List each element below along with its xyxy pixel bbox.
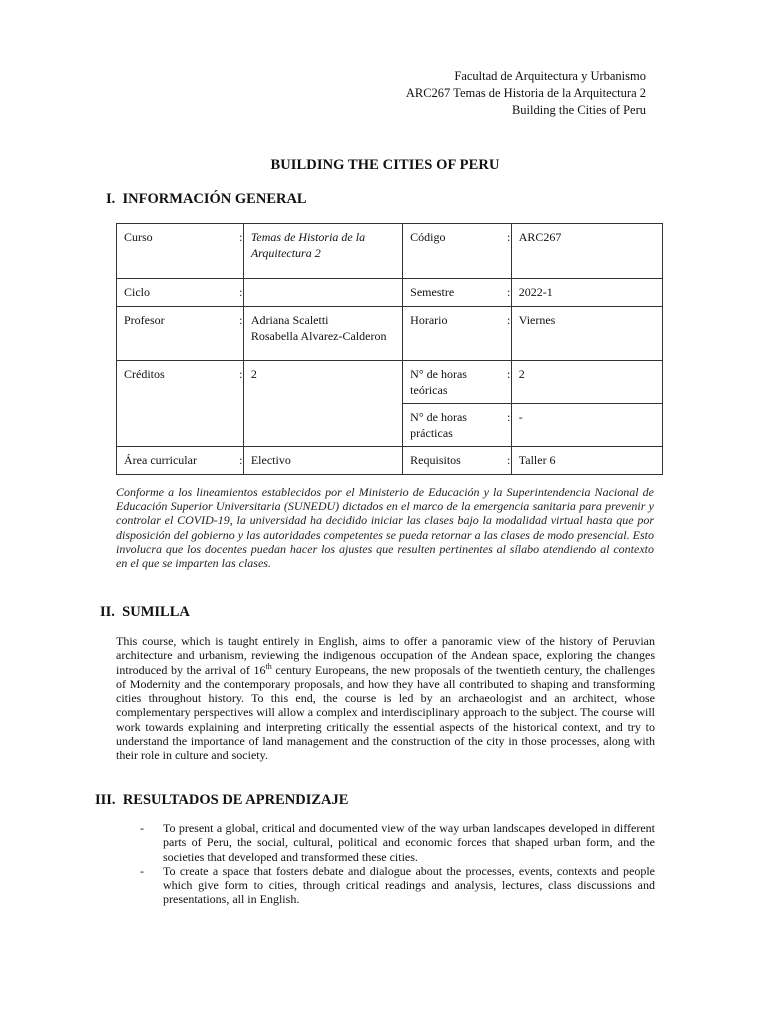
colon: : <box>239 447 244 475</box>
value-semestre: 2022-1 <box>511 279 662 307</box>
colon: : <box>507 224 512 279</box>
label-ciclo: Ciclo <box>117 279 239 307</box>
colon: : <box>239 279 244 307</box>
section-3-number: III. <box>95 792 116 808</box>
value-codigo: ARC267 <box>511 224 662 279</box>
label-horas-teoricas: N° de horas teóricas <box>403 361 507 404</box>
list-item <box>116 864 655 907</box>
label-curso: Curso <box>117 224 239 279</box>
header-course: ARC267 Temas de Historia de la Arquitectura 2 <box>405 86 646 100</box>
value-creditos: 2 <box>243 361 402 447</box>
label-area-curricular: Área curricular <box>117 447 239 475</box>
section-1-heading <box>106 191 307 208</box>
bullet-dash: - <box>140 863 144 878</box>
value-profesor <box>243 307 402 361</box>
section-3-title: RESULTADOS DE APRENDIZAJE <box>122 792 349 808</box>
colon: : <box>507 447 512 475</box>
value-horas-practicas: - <box>511 404 662 447</box>
label-semestre: Semestre <box>403 279 507 307</box>
value-horario: Viernes <box>511 307 662 361</box>
table-row <box>117 307 663 361</box>
section-1-title: INFORMACIÓN GENERAL <box>122 191 307 207</box>
table-row <box>117 361 663 404</box>
colon: : <box>507 361 512 404</box>
table-row <box>117 447 663 475</box>
value-ciclo <box>243 279 402 307</box>
list-item <box>116 821 655 864</box>
section-2-heading <box>100 604 190 621</box>
outcome-text: To present a global, critical and documented view of the way urban landscapes developed in different parts of Peru, the social, cultural, political and economic forces that shaped urban form, and the societies that developed and transformed these cities. <box>163 821 655 864</box>
sumilla-text-a: This course, which is taught entirely in English, aims to offer a panoramic view of the history of Peruvian architecture and urbanism, reviewing the indigenous occupation of the Andean space, exploring the changes introduced by the arrival of 16 <box>116 634 655 677</box>
value-horas-teoricas: 2 <box>511 361 662 404</box>
header-course-title: Building the Cities of Peru <box>511 103 646 117</box>
learning-outcomes-list <box>116 821 655 907</box>
colon: : <box>507 307 512 361</box>
professor-2: Rosabella Alvarez-Calderon <box>250 328 387 343</box>
label-profesor: Profesor <box>117 307 239 361</box>
bullet-dash: - <box>140 821 144 835</box>
document-title: BUILDING THE CITIES OF PERU <box>270 157 500 173</box>
label-horario: Horario <box>403 307 507 361</box>
label-requisitos: Requisitos <box>403 447 507 475</box>
label-horas-practicas: N° de horas prácticas <box>403 404 507 447</box>
section-2-title: SUMILLA <box>122 604 190 620</box>
sumilla-superscript: th <box>265 661 272 671</box>
sumilla-paragraph <box>116 634 655 763</box>
value-requisitos: Taller 6 <box>511 447 662 475</box>
section-1-number: I. <box>106 191 116 207</box>
professor-1: Adriana Scaletti <box>250 313 329 327</box>
value-area-curricular: Electivo <box>243 447 402 475</box>
colon: : <box>239 361 244 447</box>
colon: : <box>507 279 512 307</box>
value-curso: Temas de Historia de la Arquitectura 2 <box>243 224 402 279</box>
outcome-text: To create a space that fosters debate and dialogue about the processes, events, contexts and people which give form to cities, through critical readings and analysis, lectures, class discussions and presentations, all in English. <box>163 863 655 907</box>
header-faculty: Facultad de Arquitectura y Urbanismo <box>454 69 646 83</box>
colon: : <box>239 224 244 279</box>
section-2-number: II. <box>100 604 115 620</box>
colon: : <box>507 404 512 447</box>
covid-notice: Conforme a los lineamientos establecidos por el Ministerio de Educación y la Superintendencia Nacional de Educación Superior Universitaria (SUNEDU) dictados en el marco de la emergencia sanitaria para prevenir y controlar el COVID-19, la universidad ha decidido iniciar las clases bajo la modalidad virtual hasta que por disposición del gobierno y las autoridades competentes se pueda retornar a las clases de modo presencial. Esto involucra que los docentes puedan hacer los ajustes que resulten pertinentes al sílabo atendiendo al contexto en el que se imparten las clases. <box>116 485 654 571</box>
sumilla-text-b: century Europeans, the new proposals of the twentieth century, the challenges of Modernity and the contemporary proposals, and how they have all contributed to shaping and transforming cities throughout history. To this end, the course is led by an archaeologist and an architect, whose complementary perspectives will allow a complex and interdisciplinary approach to the subject. The course will work towards explaining and interpreting critically the essential aspects of the historical context, and try to understand the importance of land management and the construction of the city in those processes, along with their role in culture and society. <box>116 662 655 763</box>
table-row <box>117 224 663 279</box>
general-info-table <box>116 223 663 475</box>
colon: : <box>239 307 244 361</box>
label-creditos: Créditos <box>117 361 239 447</box>
label-codigo: Código <box>403 224 507 279</box>
table-row <box>117 279 663 307</box>
section-3-heading <box>95 792 348 809</box>
page-header <box>406 68 646 119</box>
